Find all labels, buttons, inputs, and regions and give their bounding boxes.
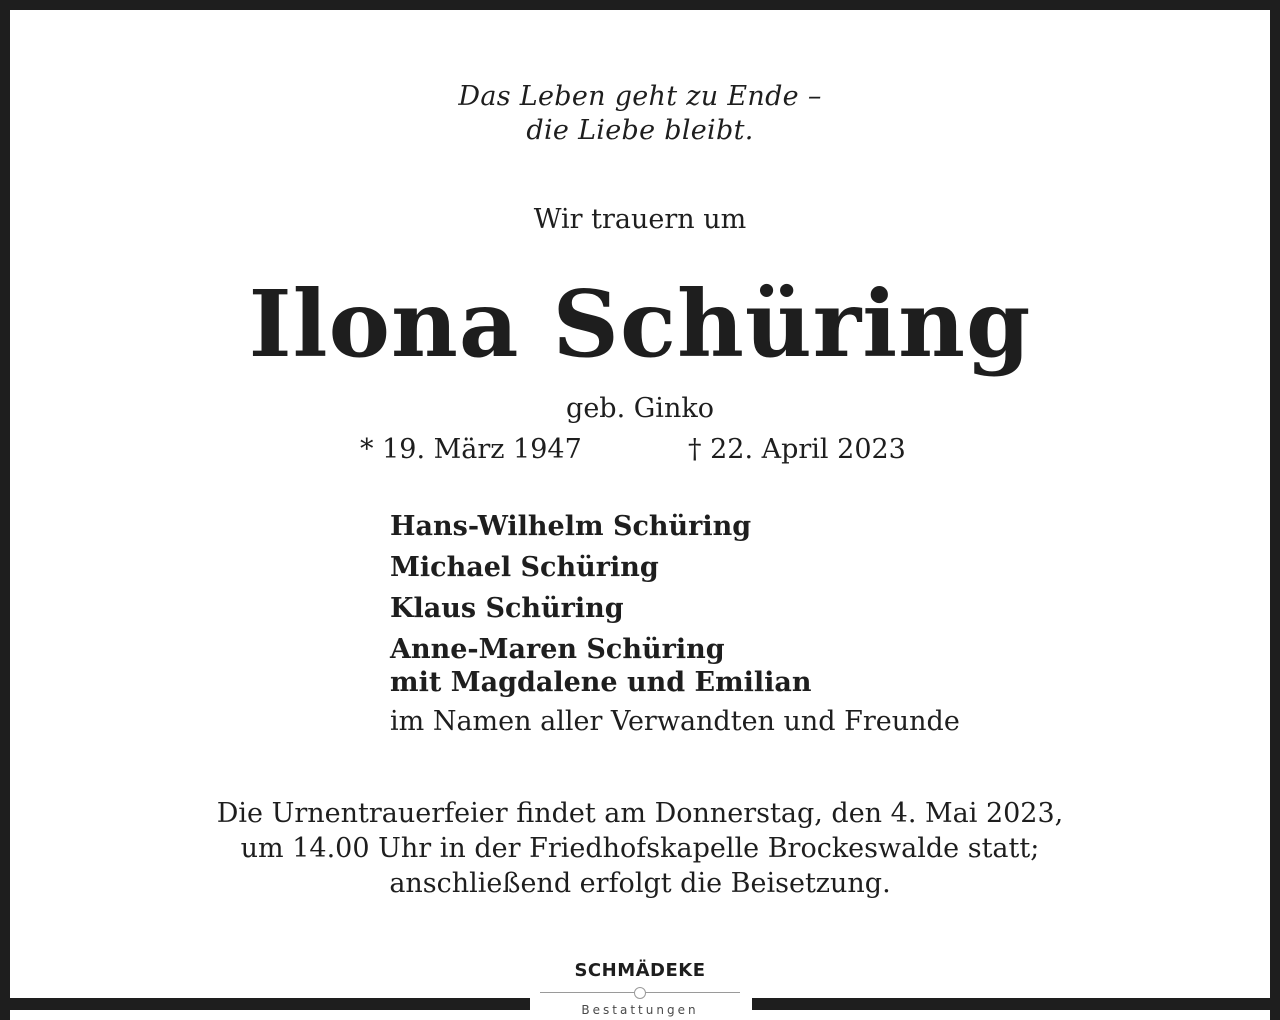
motto-line-2: die Liebe bleibt. xyxy=(526,115,754,146)
motto-line-1: Das Leben geht zu Ende – xyxy=(458,81,822,112)
mourners-list xyxy=(390,510,960,738)
bottom-border-left xyxy=(0,998,530,1010)
death-date: † 22. April 2023 xyxy=(688,434,906,465)
mourner-name: Anne-Maren Schüring xyxy=(390,634,725,665)
intro-text: Wir trauern um xyxy=(533,204,747,235)
family-note: im Namen aller Verwandten und Freunde xyxy=(390,706,960,737)
motto xyxy=(0,80,1280,148)
ceremony-line-2: um 14.00 Uhr in der Friedhofskapelle Brockeswalde statt; xyxy=(240,833,1040,864)
mourner-with-line: mit Magdalene und Emilian xyxy=(390,667,812,698)
logo-circle-icon xyxy=(634,987,646,999)
logo-name: SCHMÄDEKE xyxy=(574,960,706,981)
ceremony-line-1: Die Urnentrauerfeier findet am Donnerstag, den 4. Mai 2023, xyxy=(216,798,1064,829)
deceased-name: Ilona Schüring xyxy=(248,270,1032,378)
bottom-border-right xyxy=(752,998,1280,1010)
mourner-name: Klaus Schüring xyxy=(390,593,624,624)
logo-subtitle: Bestattungen xyxy=(581,1003,699,1017)
birth-date: * 19. März 1947 xyxy=(360,434,582,465)
mourner-name: Michael Schüring xyxy=(390,552,659,583)
funeral-home-logo xyxy=(540,958,740,1020)
ceremony-line-3: anschließend erfolgt die Beisetzung. xyxy=(389,868,891,899)
ceremony-info xyxy=(0,796,1280,901)
born-name: geb. Ginko xyxy=(566,393,714,424)
mourner-name: Hans-Wilhelm Schüring xyxy=(390,511,752,542)
